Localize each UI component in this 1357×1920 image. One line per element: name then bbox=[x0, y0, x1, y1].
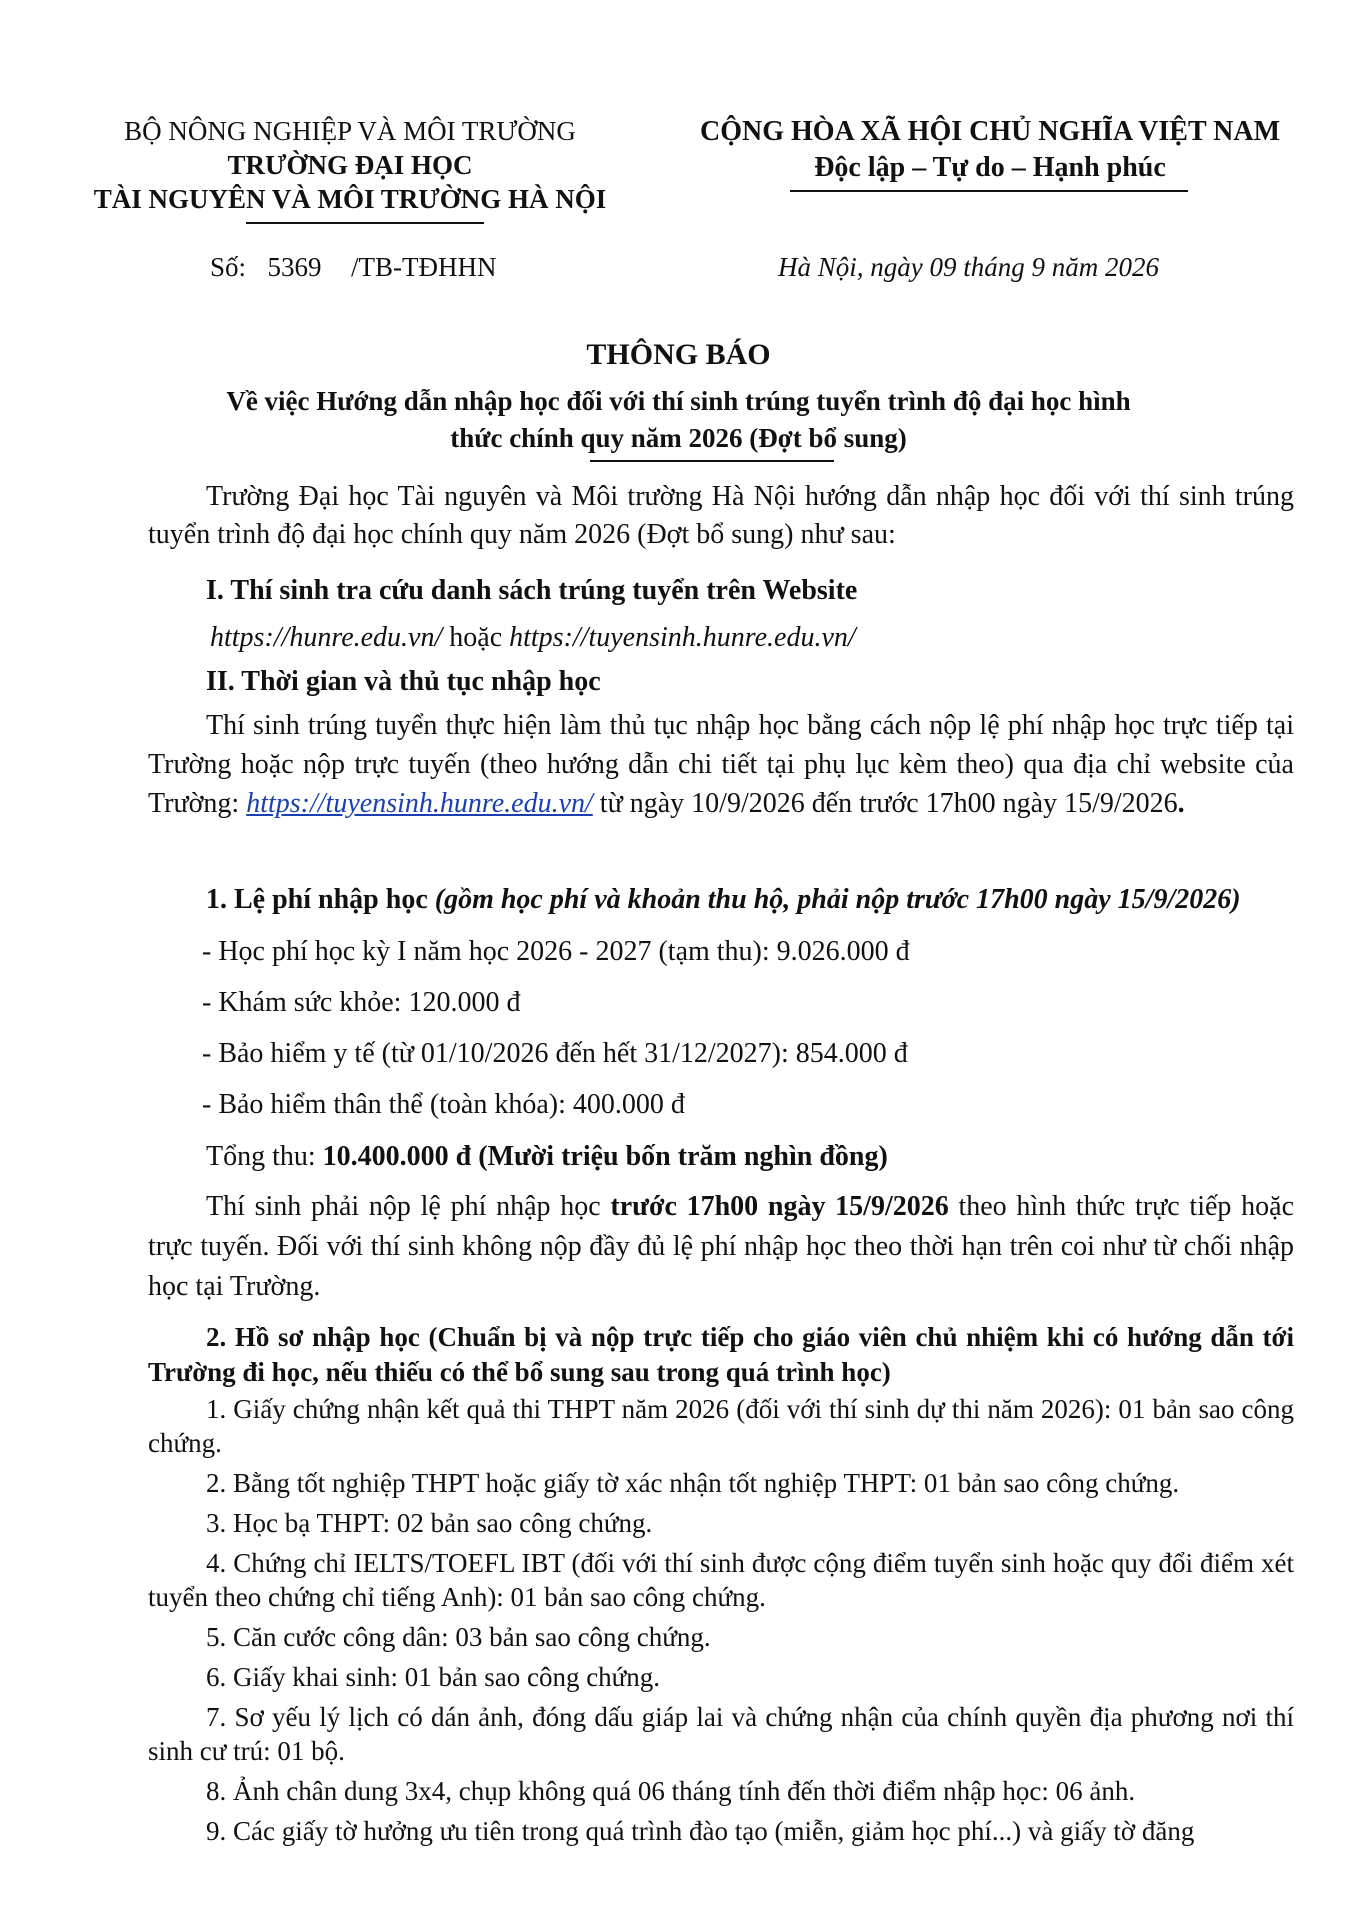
fee-total: Tổng thu: 10.400.000 đ (Mười triệu bốn trăm nghìn đồng) bbox=[206, 1141, 888, 1172]
dossier-item: 1. Giấy chứng nhận kết quả thi THPT năm 2026 (đối với thí sinh dự thi năm 2026): 01 bản sao công chứng. bbox=[148, 1394, 1294, 1458]
national-heading-block bbox=[660, 114, 1320, 186]
fee-deadline: trước 17h00 ngày 15/9/2026 bbox=[610, 1191, 949, 1222]
fees-heading-note: (gồm học phí và khoản thu hộ, phải nộp trước 17h00 ngày 15/9/2026) bbox=[434, 884, 1241, 915]
fee-item: - Khám sức khỏe: 120.000 đ bbox=[202, 987, 521, 1018]
issuer-block bbox=[60, 114, 640, 216]
dossier-item: 2. Bằng tốt nghiệp THPT hoặc giấy tờ xác nhận tốt nghiệp THPT: 01 bản sao công chứng. bbox=[206, 1468, 1180, 1498]
website-url-1: https://hunre.edu.vn/ bbox=[210, 622, 443, 653]
document-date: Hà Nội, ngày 09 tháng 9 năm 2026 bbox=[778, 252, 1159, 282]
notice-subject-line1: Về việc Hướng dẫn nhập học đối với thí sinh trúng tuyển trình độ đại học hình bbox=[226, 386, 1131, 416]
fees-heading: 1. Lệ phí nhập học (gồm học phí và khoản thu hộ, phải nộp trước 17h00 ngày 15/9/2026) bbox=[206, 884, 1241, 915]
country-name: CỘNG HÒA XÃ HỘI CHỦ NGHĨA VIỆT NAM bbox=[699, 116, 1281, 147]
date-day: 09 bbox=[929, 252, 957, 282]
intro-paragraph: Trường Đại học Tài nguyên và Môi trường Hà Nội hướng dẫn nhập học đối với thí sinh trúng tuyển trình độ đại học chính quy năm 2026 (Đợt bổ sung) như sau: bbox=[148, 481, 1294, 550]
ministry-name: BỘ NÔNG NGHIỆP VÀ MÔI TRƯỜNG bbox=[124, 116, 576, 146]
section-1-heading: I. Thí sinh tra cứu danh sách trúng tuyển trên Website bbox=[206, 575, 858, 606]
admission-procedure-paragraph: Thí sinh trúng tuyển thực hiện làm thủ tục nhập học bằng cách nộp lệ phí nhập học trực tiếp tại Trường hoặc nộp trực tuyến (theo hướng dẫn chi tiết tại phụ lục kèm theo) qua địa chỉ website của Trường: https://tuyensinh.hunre.edu.vn/ từ ngày 10/9/2026 đến trước 17h00 ngày 15/9/2026. bbox=[148, 710, 1294, 819]
school-name-line1: TRƯỜNG ĐẠI HỌC bbox=[227, 150, 473, 180]
fee-item: - Bảo hiểm thân thể (toàn khóa): 400.000 đ bbox=[202, 1089, 685, 1120]
dossier-item: 9. Các giấy tờ hưởng ưu tiên trong quá trình đào tạo (miễn, giảm học phí...) và giấy tờ đăng bbox=[206, 1816, 1195, 1846]
document-number: Số: 5369 /TB-TĐHHN bbox=[210, 252, 497, 282]
dossier-item: 5. Căn cước công dân: 03 bản sao công chứng. bbox=[206, 1622, 711, 1652]
notice-subject-line2: thức chính quy năm 2026 (Đợt bổ sung) bbox=[450, 423, 907, 453]
website-url-2: https://tuyensinh.hunre.edu.vn/ bbox=[509, 622, 856, 653]
notice-title: THÔNG BÁO bbox=[586, 338, 771, 371]
section-2-heading: II. Thời gian và thủ tục nhập học bbox=[206, 666, 601, 697]
dossier-item: 7. Sơ yếu lý lịch có dán ảnh, đóng dấu giáp lai và chứng nhận của chính quyền địa phương nơi thí sinh cư trú: 01 bộ. bbox=[148, 1702, 1294, 1766]
school-name-line2: TÀI NGUYÊN VÀ MÔI TRƯỜNG HÀ NỘI bbox=[93, 184, 607, 214]
dossier-item: 6. Giấy khai sinh: 01 bản sao công chứng. bbox=[206, 1662, 661, 1692]
document-number-value: 5369 bbox=[267, 252, 322, 282]
fee-item: - Bảo hiểm y tế (từ 01/10/2026 đến hết 31/12/2027): 854.000 đ bbox=[202, 1038, 908, 1069]
admission-website-link[interactable]: https://tuyensinh.hunre.edu.vn/ bbox=[246, 788, 593, 819]
subject-underline bbox=[590, 460, 834, 462]
fee-deadline-paragraph: Thí sinh phải nộp lệ phí nhập học trước 17h00 ngày 15/9/2026 theo hình thức trực tiếp hoặc trực tuyến. Đối với thí sinh không nộp đầy đủ lệ phí nhập học theo thời hạn trên coi như từ chối nhập học tại Trường. bbox=[148, 1191, 1294, 1302]
dossier-item: 4. Chứng chỉ IELTS/TOEFL IBT (đối với thí sinh được cộng điểm tuyển sinh hoặc quy đổi điểm xét tuyển theo chứng chỉ tiếng Anh): 01 bản sao công chứng. bbox=[148, 1548, 1294, 1612]
dossier-item: 3. Học bạ THPT: 02 bản sao công chứng. bbox=[206, 1508, 653, 1538]
issuer-underline bbox=[246, 222, 484, 224]
dossier-item: 8. Ảnh chân dung 3x4, chụp không quá 06 tháng tính đến thời điểm nhập học: 06 ảnh. bbox=[206, 1776, 1136, 1806]
fee-total-value: 10.400.000 đ (Mười triệu bốn trăm nghìn đồng) bbox=[322, 1141, 888, 1172]
motto-underline bbox=[790, 190, 1188, 192]
fee-item: - Học phí học kỳ I năm học 2026 - 2027 (tạm thu): 9.026.000 đ bbox=[202, 936, 910, 967]
national-motto: Độc lập – Tự do – Hạnh phúc bbox=[814, 152, 1166, 183]
lookup-websites: https://hunre.edu.vn/ hoặc https://tuyensinh.hunre.edu.vn/ bbox=[210, 622, 856, 653]
dossier-heading: 2. Hồ sơ nhập học (Chuẩn bị và nộp trực tiếp cho giáo viên chủ nhiệm khi có hướng dẫn tới Trường đi học, nếu thiếu có thể bổ sung sau trong quá trình học) bbox=[148, 1322, 1294, 1387]
